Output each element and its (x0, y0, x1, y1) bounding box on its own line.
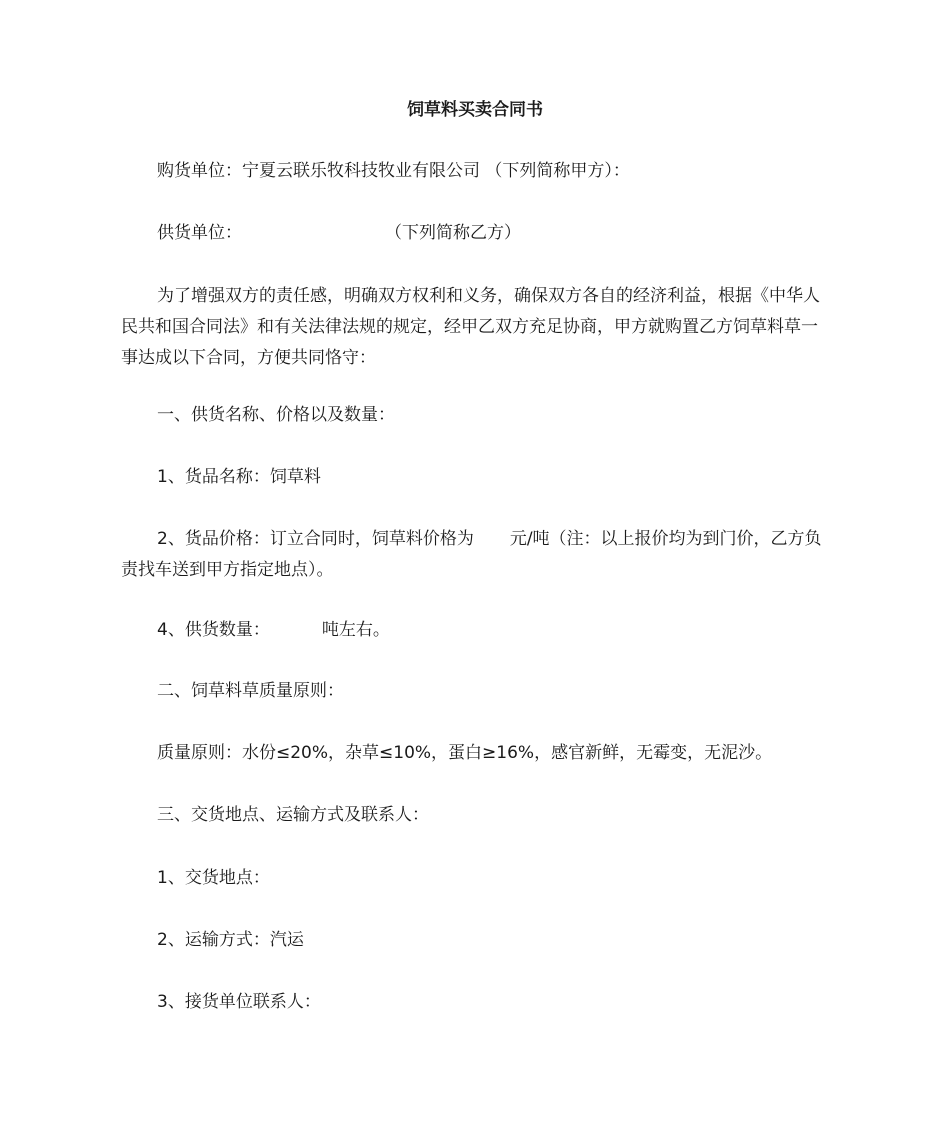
quality-standard: 质量原则：水份≤20%，杂草≤10%，蛋白≥16%，感官新鲜，无霉变，无泥沙。 (157, 743, 773, 763)
item-goods-name: 1、货品名称：饲草料 (157, 467, 321, 487)
buyer-name: 宁夏云联乐牧科技牧业有限公司 (242, 161, 480, 181)
supplier-label: 供货单位： (157, 223, 242, 243)
item-quantity (121, 615, 833, 646)
quantity-label: 4、供货数量： (157, 620, 270, 640)
transport-method: 2、运输方式：汽运 (157, 930, 304, 950)
receiving-contact: 3、接货单位联系人： (157, 992, 321, 1012)
section2-heading: 二、饲草料草质量原则： (157, 681, 344, 701)
quantity-unit: 吨左右。 (321, 620, 390, 640)
delivery-place: 1、交货地点： (157, 868, 270, 888)
section1-heading: 一、供货名称、价格以及数量： (157, 405, 395, 425)
buyer-label: 购货单位： (157, 161, 242, 181)
price-text-cont: 元/吨（注：以上报价均为到门价，乙方负责找车送到甲方指定地点）。 (121, 529, 822, 580)
supplier-line (121, 218, 833, 249)
section3-heading: 三、交货地点、运输方式及联系人： (157, 805, 429, 825)
buyer-suffix: （下列简称甲方）： (485, 161, 630, 181)
buyer-line (121, 156, 833, 187)
item-goods-price (121, 524, 833, 586)
preamble-paragraph: 为了增强双方的责任感，明确双方权利和义务，确保双方各自的经济利益，根据《中华人民共和国合同法》和有关法律法规的规定，经甲乙双方充足协商，甲方就购置乙方饲草料草一事达成以下合同，方便共同恪守： (121, 286, 820, 368)
document-title: 饲草料买卖合同书 (407, 100, 543, 120)
supplier-suffix: （下列简称乙方） (385, 223, 521, 243)
price-text: 2、货品价格：订立合同时，饲草料价格为 (157, 529, 474, 549)
